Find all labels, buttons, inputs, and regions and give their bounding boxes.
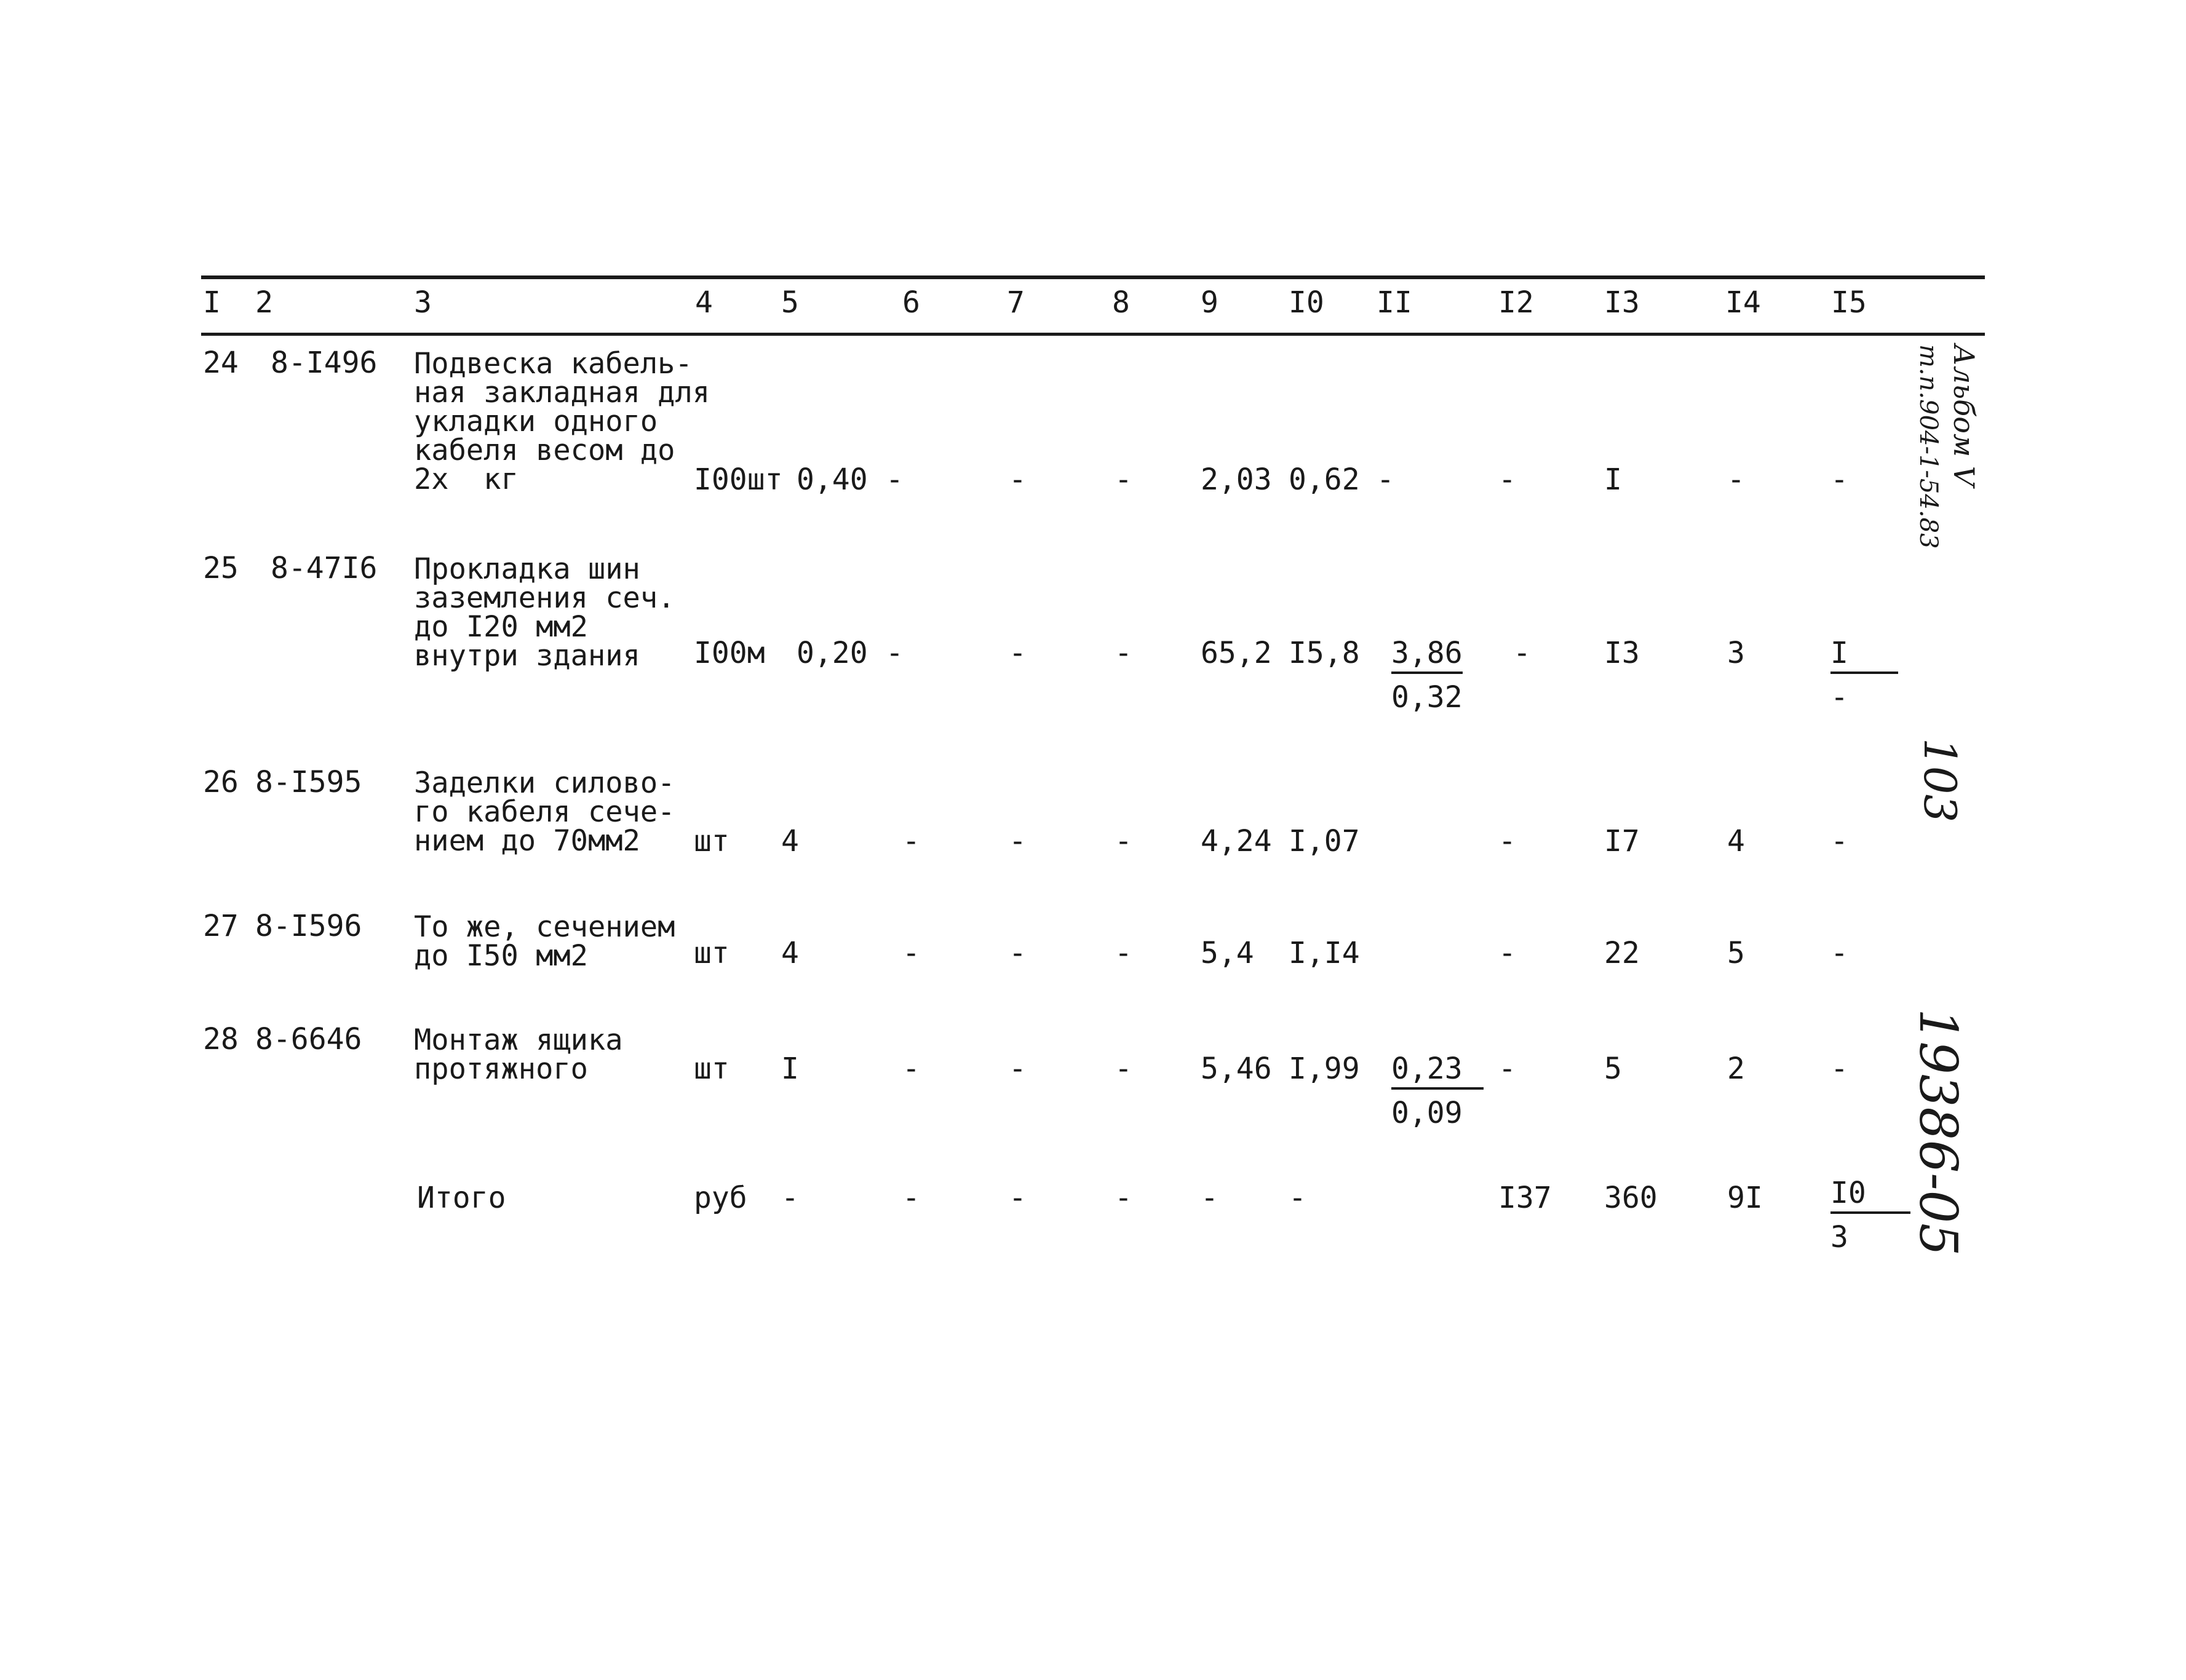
col-header-12: I2 (1498, 285, 1534, 320)
row-unit: шт (694, 1052, 729, 1086)
row-col7: - (1009, 1052, 1027, 1086)
row-col12: - (1498, 824, 1516, 858)
row-col5: 4 (781, 824, 799, 858)
total-col14: 9I (1727, 1181, 1763, 1215)
row-col5: 0,40 (797, 462, 868, 497)
row-col6: - (886, 636, 904, 670)
col-header-15: I5 (1831, 285, 1867, 320)
row-col14: 2 (1727, 1052, 1745, 1086)
row-col11: - (1377, 462, 1394, 497)
row-col15: - (1830, 824, 1848, 858)
row-col15: - (1830, 462, 1848, 497)
row-col7: - (1009, 462, 1027, 497)
row-description: Прокладка шин заземления сеч. до I20 мм2 внутри здания (414, 552, 675, 673)
row-col9: 2,03 (1201, 462, 1272, 497)
row-col9: 5,4 (1201, 936, 1254, 970)
total-label: Итого (417, 1181, 506, 1215)
row-code: 8-I496 (271, 346, 378, 380)
row-col12: - (1498, 462, 1516, 497)
row-col8: - (1115, 936, 1132, 970)
col-header-8: 8 (1112, 285, 1130, 320)
row-code: 8-6646 (255, 1022, 362, 1056)
row-col8: - (1115, 824, 1132, 858)
col-header-10: I0 (1289, 285, 1324, 320)
row-col14: 3 (1727, 636, 1745, 670)
row-col5: 0,20 (797, 636, 868, 670)
row-unit: I00м (694, 636, 765, 670)
row-col9: 5,46 (1201, 1052, 1272, 1086)
total-col5: - (781, 1181, 799, 1215)
margin-note-doc-number: 19386-05 (1908, 1008, 1968, 1256)
col-header-4: 4 (695, 285, 713, 320)
total-col9: - (1201, 1181, 1218, 1215)
row-col10: 0,62 (1289, 462, 1360, 497)
row-col11-fraction (1391, 636, 1463, 715)
row-number: 27 (203, 909, 239, 943)
table-header-rule (201, 333, 1985, 336)
row-col6: - (886, 462, 904, 497)
row-col6: - (902, 824, 920, 858)
row-col5: 4 (781, 936, 799, 970)
row-col10: I5,8 (1289, 636, 1360, 670)
col-header-14: I4 (1725, 285, 1761, 320)
row-col12: - (1498, 1052, 1516, 1086)
total-col6: - (902, 1181, 920, 1215)
table-top-rule (201, 275, 1985, 279)
row-col13: 22 (1604, 936, 1640, 970)
row-unit: I00шт (694, 462, 783, 497)
row-col5: I (781, 1052, 799, 1086)
col-header-7: 7 (1007, 285, 1025, 320)
margin-note-page-number: 103 (1914, 738, 1966, 823)
row-description: Заделки силово- го кабеля сече- нием до 70мм2 (414, 766, 675, 858)
row-col9: 65,2 (1201, 636, 1272, 670)
col-header-5: 5 (781, 285, 799, 320)
row-col6: - (902, 1052, 920, 1086)
fraction-numerator: I (1830, 638, 1898, 674)
total-col7: - (1009, 1181, 1027, 1215)
row-number: 25 (203, 551, 239, 585)
total-col12: I37 (1498, 1181, 1552, 1215)
margin-note-album: Альбом V (1947, 344, 1981, 486)
row-col7: - (1009, 824, 1027, 858)
row-col6: - (902, 936, 920, 970)
row-number: 28 (203, 1022, 239, 1056)
row-number: 24 (203, 346, 239, 380)
fraction-numerator: 0,23 (1391, 1054, 1484, 1090)
row-col15: - (1830, 1052, 1848, 1086)
row-col15: - (1830, 936, 1848, 970)
row-code: 8-I595 (255, 765, 362, 799)
row-col10: I,99 (1289, 1052, 1360, 1086)
row-code: 8-47I6 (271, 551, 378, 585)
row-col13: I3 (1604, 636, 1640, 670)
row-col14: 5 (1727, 936, 1745, 970)
col-header-1: I (203, 285, 221, 320)
fraction-numerator: 3,86 (1391, 638, 1463, 674)
fraction-denominator: 0,32 (1391, 680, 1463, 715)
row-col10: I,07 (1289, 824, 1360, 858)
col-header-3: 3 (414, 285, 432, 320)
margin-note-project: т.п.904-1-54.83 (1914, 344, 1942, 549)
row-col13: I (1604, 462, 1622, 497)
row-col8: - (1115, 462, 1132, 497)
row-col13: I7 (1604, 824, 1640, 858)
row-description: Подвеска кабель- ная закладная для укладки одного кабеля весом до 2х кг (414, 347, 710, 496)
row-col7: - (1009, 636, 1027, 670)
col-header-2: 2 (255, 285, 273, 320)
row-description: Монтаж ящика протяжного (414, 1023, 623, 1086)
row-description: То же, сечением до I50 мм2 (414, 910, 675, 973)
col-header-9: 9 (1201, 285, 1218, 320)
row-col14: 4 (1727, 824, 1745, 858)
row-unit: шт (694, 936, 729, 970)
row-number: 26 (203, 765, 239, 799)
row-col9: 4,24 (1201, 824, 1272, 858)
row-col14: - (1727, 462, 1745, 497)
fraction-denominator: - (1830, 680, 1848, 715)
col-header-6: 6 (902, 285, 920, 320)
total-col15-fraction (1830, 1178, 1910, 1252)
row-code: 8-I596 (255, 909, 362, 943)
row-unit: шт (694, 824, 729, 858)
row-col8: - (1115, 1052, 1132, 1086)
fraction-numerator: I0 (1830, 1178, 1910, 1214)
total-col8: - (1115, 1181, 1132, 1215)
row-col11-fraction (1391, 1054, 1484, 1128)
col-header-11: II (1377, 285, 1412, 320)
row-col13: 5 (1604, 1052, 1622, 1086)
fraction-denominator: 3 (1830, 1220, 1848, 1254)
total-unit: руб (694, 1181, 747, 1215)
row-col7: - (1009, 936, 1027, 970)
col-header-13: I3 (1604, 285, 1640, 320)
total-col10: - (1289, 1181, 1306, 1215)
row-col12: - (1498, 936, 1516, 970)
row-col12: - (1513, 636, 1531, 670)
row-col8: - (1115, 636, 1132, 670)
total-col13: 360 (1604, 1181, 1658, 1215)
fraction-denominator: 0,09 (1391, 1096, 1463, 1130)
row-col15-fraction (1830, 636, 1898, 715)
row-col10: I,I4 (1289, 936, 1360, 970)
